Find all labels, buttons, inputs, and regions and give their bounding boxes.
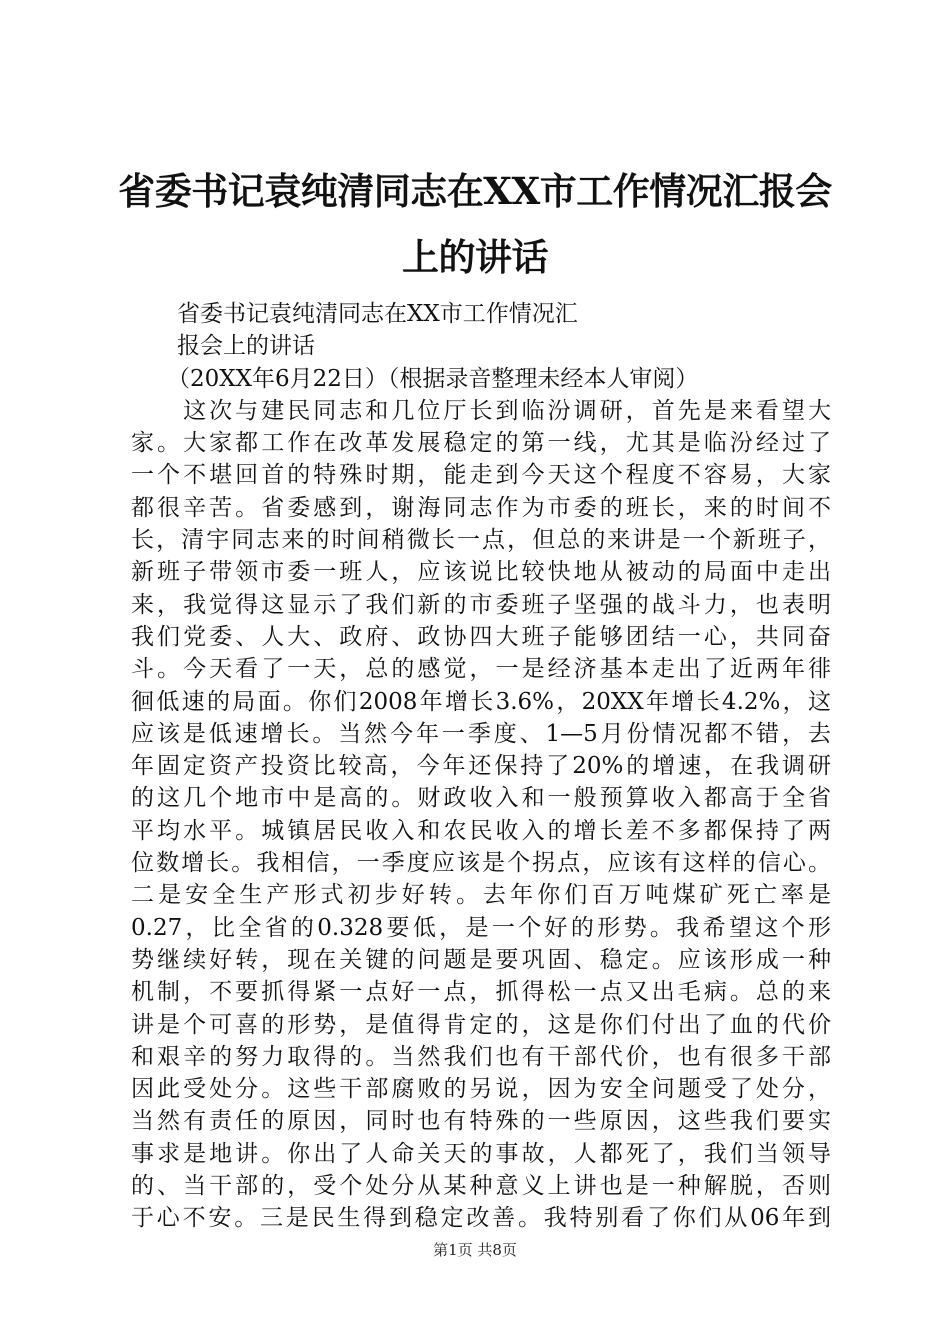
body-line: 的、当干部的，受个处分从某种意义上讲也是一种解脱，否则: [131, 1173, 831, 1200]
body-line: 位数增长。我相信，一季度应该是个拐点，应该有这样的信心。: [131, 850, 831, 877]
body-line: 新班子带领市委一班人，应该说比较快地从被动的局面中走出: [131, 559, 831, 586]
document-body: [131, 298, 831, 1235]
body-line-date: （20XX年6月22日）（根据录音整理未经本人审阅）: [167, 365, 699, 392]
title-line-1: 省委书记袁纯清同志在XX市工作情况汇报会: [118, 169, 832, 213]
body-line: 长，清宇同志来的时间稍微长一点，但总的来讲是一个新班子，: [131, 527, 831, 554]
body-line: 于心不安。三是民生得到稳定改善。我特别看了你们从06年到: [131, 1205, 831, 1232]
document-title: [100, 158, 850, 290]
body-line: 家。大家都工作在改革发展稳定的第一线，尤其是临汾经过了: [131, 430, 831, 457]
body-line: 因此受处分。这些干部腐败的另说，因为安全问题受了处分，: [131, 1076, 831, 1103]
body-line: 都很辛苦。省委感到，谢海同志作为市委的班长，来的时间不: [131, 494, 831, 521]
title-line-2: 上的讲话: [402, 235, 548, 279]
body-line: 我们党委、人大、政府、政协四大班子能够团结一心，共同奋: [131, 623, 831, 650]
body-line: 来，我觉得这显示了我们新的市委班子坚强的战斗力，也表明: [131, 591, 831, 618]
body-line: 平均水平。城镇居民收入和农民收入的增长差不多都保持了两: [131, 817, 831, 844]
body-line: 一个不堪回首的特殊时期，能走到今天这个程度不容易，大家: [131, 462, 831, 489]
body-line: 应该是低速增长。当然今年一季度、1—5月份情况都不错，去: [131, 720, 831, 747]
body-line: 机制，不要抓得紧一点好一点，抓得松一点又出毛病。总的来: [131, 979, 831, 1006]
body-line: 斗。今天看了一天，总的感觉，一是经济基本走出了近两年徘: [131, 656, 831, 683]
body-line: 当然有责任的原因，同时也有特殊的一些原因，这些我们要实: [131, 1108, 831, 1135]
body-line: 和艰辛的努力取得的。当然我们也有干部代价，也有很多干部: [131, 1043, 831, 1070]
body-line: 这次与建民同志和几位厅长到临汾调研，首先是来看望大: [131, 397, 831, 424]
body-line: 0.27，比全省的0.328要低，是一个好的形势。我希望这个形: [131, 914, 831, 941]
body-line: 势继续好转，现在关键的问题是要巩固、稳定。应该形成一种: [131, 946, 831, 973]
body-line: 的这几个地市中是高的。财政收入和一般预算收入都高于全省: [131, 785, 831, 812]
body-line: 省委书记袁纯清同志在XX市工作情况汇: [177, 301, 578, 327]
body-line: 年固定资产投资比较高，今年还保持了20%的增速，在我调研: [131, 753, 831, 780]
body-line: 讲是个可喜的形势，是值得肯定的，这是你们付出了血的代价: [131, 1011, 831, 1038]
page-number-footer: 第1页 共8页: [433, 1241, 517, 1259]
body-line: 事求是地讲。你出了人命关天的事故，人都死了，我们当领导: [131, 1140, 831, 1167]
body-line: 二是安全生产形式初步好转。去年你们百万吨煤矿死亡率是: [131, 882, 831, 909]
body-line: 报会上的讲话: [177, 333, 315, 360]
body-line: 徊低速的局面。你们2008年增长3.6%，20XX年增长4.2%，这: [131, 688, 831, 715]
